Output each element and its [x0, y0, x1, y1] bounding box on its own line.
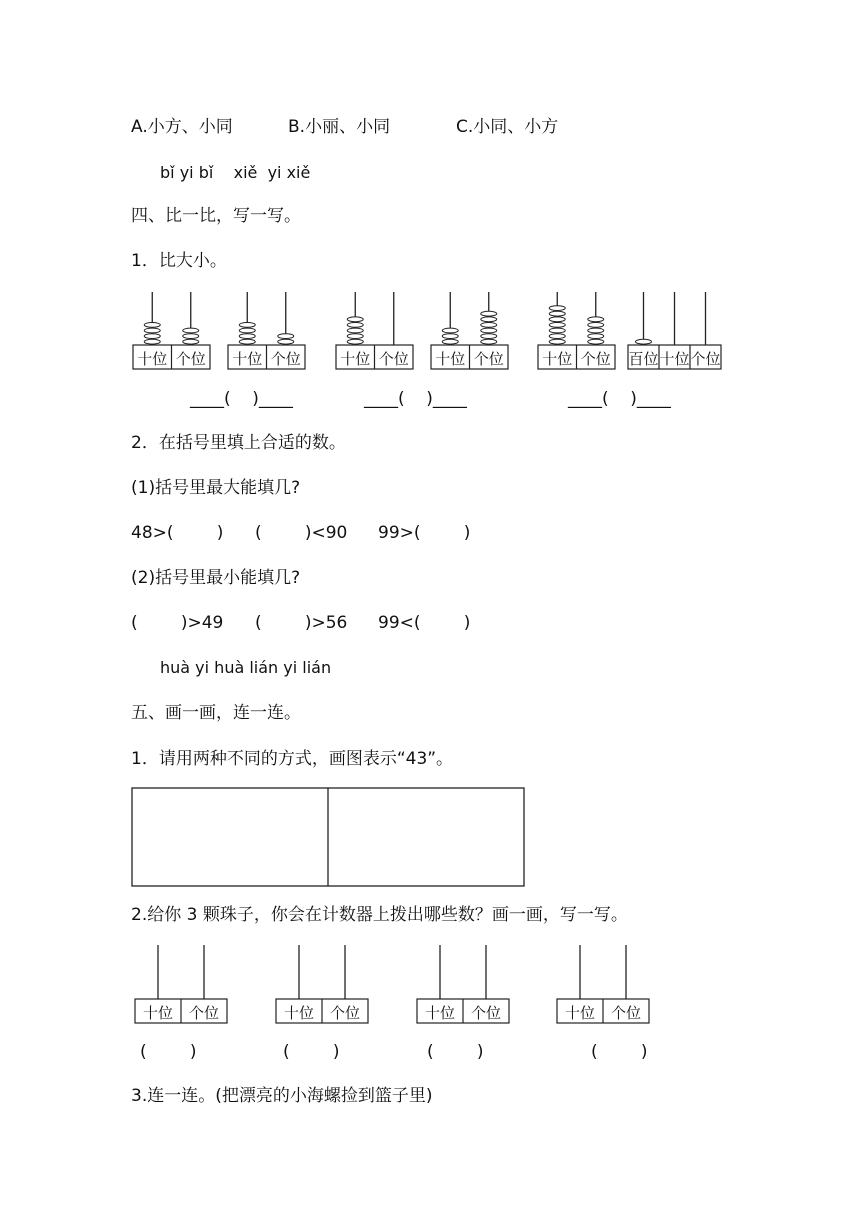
- abacus-bead-ones: [481, 311, 497, 316]
- section5-title: 五、画一画，连一连。: [131, 703, 301, 723]
- place-label-ones: 个位: [473, 350, 504, 368]
- abacus-bead-ones: [588, 339, 604, 344]
- abacus-bead-tens: [347, 328, 363, 333]
- fill-max-1[interactable]: 48>( ): [131, 523, 224, 543]
- abacus-bead-tens: [442, 328, 458, 333]
- place-label-ones: 个位: [175, 350, 206, 368]
- abacus-bead-tens: [442, 334, 458, 339]
- section4-q1-label: 1．比大小。: [131, 251, 227, 271]
- place-label-tens: 十位: [435, 350, 466, 368]
- abacus-bead-tens: [347, 334, 363, 339]
- bead-blank-3[interactable]: ( ): [427, 1042, 484, 1062]
- abacus-bead-tens: [347, 317, 363, 322]
- abacus-bead-tens: [144, 334, 160, 339]
- bead-blank-2[interactable]: ( ): [283, 1042, 340, 1062]
- abacus-bead-tens: [442, 339, 458, 344]
- abacus-bead-tens: [144, 339, 160, 344]
- place-label-ones: 个位: [690, 350, 721, 368]
- abacus-bead-ones: [481, 339, 497, 344]
- section4-q2-label: 2．在括号里填上合适的数。: [131, 433, 346, 453]
- abacus-bead-tens: [549, 311, 565, 316]
- place-label-tens: 十位: [283, 1004, 315, 1022]
- place-label-ones: 个位: [188, 1004, 220, 1022]
- place-label-tens: 十位: [142, 1004, 174, 1022]
- place-label-ones: 个位: [580, 350, 611, 368]
- bead-blank-4[interactable]: ( ): [591, 1042, 648, 1062]
- place-label-tens: 十位: [424, 1004, 456, 1022]
- abacus-bead-ones: [588, 323, 604, 328]
- abacus-bead-ones: [183, 328, 199, 333]
- abacus-bead-tens: [549, 323, 565, 328]
- place-label-ones: 个位: [329, 1004, 361, 1022]
- abacus-bead-hundreds: [636, 339, 652, 344]
- place-label-tens: 十位: [542, 350, 573, 368]
- abacus-bead-tens: [239, 328, 255, 333]
- place-label-hundreds: 百位: [628, 350, 659, 368]
- choice-a: A.小方、小同: [131, 117, 233, 137]
- abacus-bead-tens: [549, 334, 565, 339]
- place-label-tens: 十位: [564, 1004, 596, 1022]
- place-label-tens: 十位: [340, 350, 371, 368]
- abacus-bead-tens: [239, 334, 255, 339]
- section4-title: 四、比一比，写一写。: [131, 206, 301, 226]
- fill-max-2[interactable]: ( )<90: [255, 523, 348, 543]
- abacus-bead-ones: [183, 339, 199, 344]
- section5-q1: 1．请用两种不同的方式，画图表示“43”。: [131, 749, 454, 769]
- abacus-bead-tens: [239, 323, 255, 328]
- abacus-bead-ones: [183, 334, 199, 339]
- abacus-bead-tens: [239, 339, 255, 344]
- abacus-bead-tens: [144, 323, 160, 328]
- place-label-tens: 十位: [659, 350, 690, 368]
- abacus-bead-tens: [549, 317, 565, 322]
- choice-c: C.小同、小方: [456, 117, 559, 137]
- abacus-bead-tens: [144, 328, 160, 333]
- bead-blank-1[interactable]: ( ): [140, 1042, 197, 1062]
- abacus-bead-ones: [481, 334, 497, 339]
- abacus-bead-ones: [278, 339, 294, 344]
- fill-max-3[interactable]: 99>( ): [378, 523, 471, 543]
- fill-min-3[interactable]: 99<( ): [378, 613, 471, 633]
- fill-min-1[interactable]: ( )>49: [131, 613, 224, 633]
- abacus-bead-tens: [347, 323, 363, 328]
- section5-pinyin: huà yi huà lián yi lián: [160, 658, 332, 677]
- section5-q3: 3.连一连。(把漂亮的小海螺捡到篮子里): [131, 1086, 433, 1106]
- abacus-bead-tens: [549, 339, 565, 344]
- choice-b: B.小丽、小同: [288, 117, 391, 137]
- section4-q2-sub1: (1)括号里最大能填几?: [131, 478, 301, 498]
- compare-blank-2[interactable]: ____( )____: [364, 389, 467, 409]
- abacus-bead-tens: [347, 339, 363, 344]
- place-label-ones: 个位: [610, 1004, 642, 1022]
- abacus-bead-ones: [278, 334, 294, 339]
- place-label-ones: 个位: [470, 1004, 502, 1022]
- fill-min-2[interactable]: ( )>56: [255, 613, 348, 633]
- abacus-bead-tens: [549, 328, 565, 333]
- place-label-tens: 十位: [137, 350, 168, 368]
- section5-q2: 2.给你 3 颗珠子，你会在计数器上拨出哪些数？画一画，写一写。: [131, 905, 628, 925]
- section4-pinyin: bǐ yi bǐ xiě yi xiě: [160, 163, 311, 182]
- compare-blank-3[interactable]: ____( )____: [568, 389, 671, 409]
- abacus-bead-ones: [481, 323, 497, 328]
- place-label-ones: 个位: [378, 350, 409, 368]
- compare-blank-1[interactable]: ____( )____: [190, 389, 293, 409]
- abacus-bead-ones: [481, 328, 497, 333]
- section4-q2-sub2: (2)括号里最小能填几?: [131, 568, 301, 588]
- abacus-bead-ones: [588, 317, 604, 322]
- place-label-tens: 十位: [232, 350, 263, 368]
- abacus-bead-ones: [481, 317, 497, 322]
- abacus-bead-tens: [549, 306, 565, 311]
- abacus-bead-ones: [588, 328, 604, 333]
- place-label-ones: 个位: [270, 350, 301, 368]
- abacus-bead-ones: [588, 334, 604, 339]
